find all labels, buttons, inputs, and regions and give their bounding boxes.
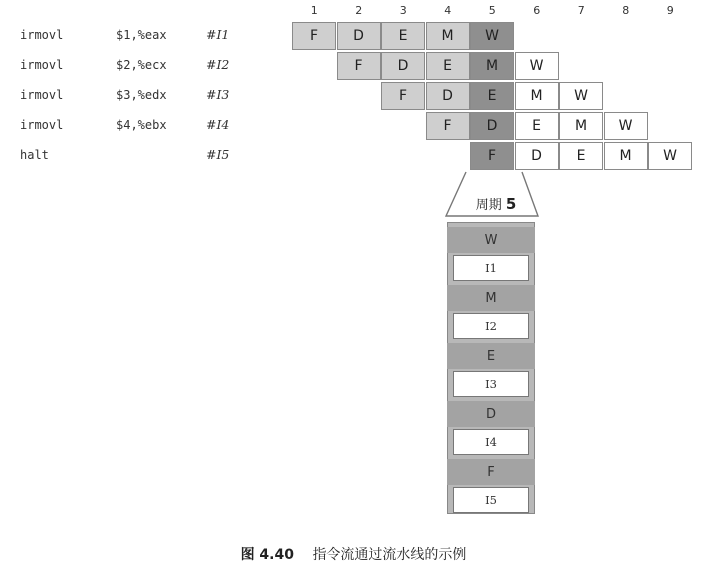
pipeline-cell: M — [604, 142, 648, 170]
stage-band: D — [447, 401, 535, 427]
pipeline-cell: F — [381, 82, 425, 110]
stage-band: M — [447, 285, 535, 311]
pipeline-cell: W — [559, 82, 603, 110]
instruction-tag: #I3 — [206, 87, 230, 102]
pipeline-cell: M — [515, 82, 559, 110]
pipeline-cell: W — [470, 22, 514, 50]
figure-number: 图 4.40 — [240, 547, 294, 563]
instruction-tag: #I4 — [206, 117, 230, 132]
cycle-number: 7 — [577, 4, 585, 17]
pipeline-cell: M — [470, 52, 514, 80]
pipeline-cell: D — [470, 112, 514, 140]
cycle-number: 1 — [310, 4, 318, 17]
callout-label: 周期 — [475, 198, 502, 213]
stage-instruction-box: I4 — [453, 429, 529, 455]
cycle-number: 4 — [444, 4, 452, 17]
cycle-number: 6 — [533, 4, 541, 17]
instruction-tag: #I1 — [206, 27, 230, 42]
pipeline-cell: W — [604, 112, 648, 140]
figure-caption — [0, 544, 707, 564]
pipeline-cell: F — [292, 22, 336, 50]
figure-title: 指令流通过流水线的示例 — [312, 547, 467, 563]
instruction-op: irmovl — [20, 28, 64, 42]
pipeline-cell: D — [426, 82, 470, 110]
pipeline-cell: F — [426, 112, 470, 140]
pipeline-cell: W — [648, 142, 692, 170]
stage-band: W — [447, 227, 535, 253]
stage-band: F — [447, 459, 535, 485]
pipeline-cell: E — [426, 52, 470, 80]
instruction-args: $4,%ebx — [116, 118, 167, 132]
stage-instruction-box: I5 — [453, 487, 529, 513]
pipeline-cell: D — [337, 22, 381, 50]
cycle-number: 9 — [666, 4, 674, 17]
instruction-tag: #I5 — [206, 147, 230, 162]
instruction-op: irmovl — [20, 58, 64, 72]
pipeline-cell: F — [470, 142, 514, 170]
pipeline-cell: W — [515, 52, 559, 80]
cycle-number: 5 — [488, 4, 496, 17]
stage-band: E — [447, 343, 535, 369]
pipeline-cell: F — [337, 52, 381, 80]
callout-number: 5 — [505, 195, 517, 213]
pipeline-cell: E — [559, 142, 603, 170]
pipeline-cell: E — [515, 112, 559, 140]
instruction-tag: #I2 — [206, 57, 230, 72]
instruction-args: $3,%edx — [116, 88, 167, 102]
instruction-op: halt — [20, 148, 49, 162]
cycle-number: 2 — [355, 4, 363, 17]
instruction-op: irmovl — [20, 88, 64, 102]
pipeline-cell: D — [515, 142, 559, 170]
instruction-args: $2,%ecx — [116, 58, 167, 72]
stage-instruction-box: I3 — [453, 371, 529, 397]
pipeline-cell: E — [470, 82, 514, 110]
cycle-number: 3 — [399, 4, 407, 17]
instruction-args: $1,%eax — [116, 28, 167, 42]
pipeline-cell: M — [426, 22, 470, 50]
stage-instruction-box: I2 — [453, 313, 529, 339]
pipeline-cell: D — [381, 52, 425, 80]
instruction-op: irmovl — [20, 118, 64, 132]
stage-stack — [447, 222, 535, 514]
callout-title — [466, 194, 526, 213]
cycle-number: 8 — [622, 4, 630, 17]
stage-instruction-box: I1 — [453, 255, 529, 281]
pipeline-cell: M — [559, 112, 603, 140]
pipeline-cell: E — [381, 22, 425, 50]
